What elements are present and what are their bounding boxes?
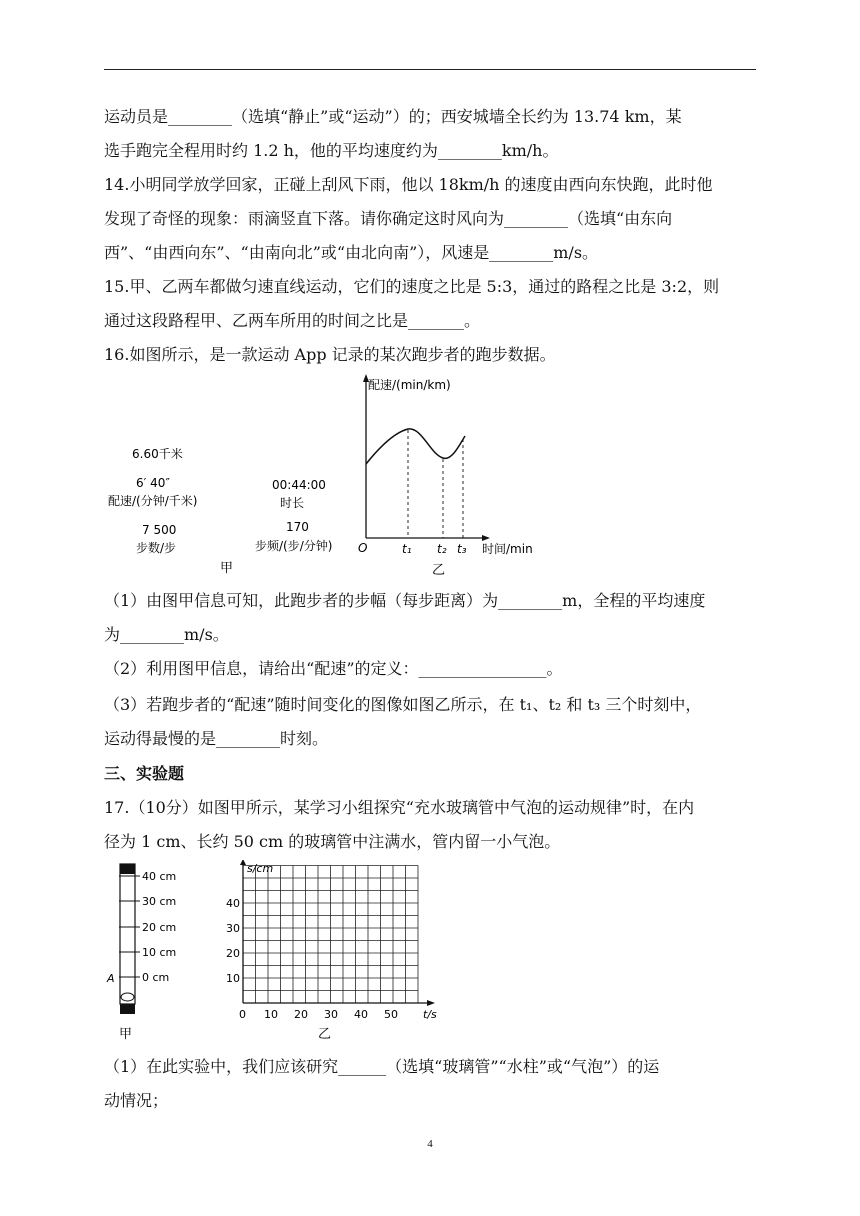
x-axis-label: 时间/min: [482, 542, 533, 556]
x-tick-label: 40: [354, 1008, 368, 1021]
section-heading: 三、实验题: [104, 764, 185, 783]
figure-16-yi: [358, 374, 533, 578]
distance-value: 6.60千米: [132, 447, 183, 461]
pace-label: 配速/(分钟/千米): [108, 494, 198, 508]
x-axis-arrow: [427, 1000, 435, 1006]
tube-mark: 20 cm: [142, 921, 177, 934]
text-line: 选手跑完全程用时约 1.2 h，他的平均速度约为________km/h。: [104, 141, 559, 160]
y-tick-label: 30: [226, 922, 240, 935]
tube-mark: 0 cm: [142, 971, 170, 984]
origin-label: O: [358, 541, 368, 555]
duration-value: 00:44:00: [272, 478, 326, 492]
figure-label-jia: 甲: [220, 561, 234, 576]
t3-label: t₃: [457, 542, 467, 556]
figure-label-yi: 乙: [432, 563, 446, 578]
question-16-part-3: （3）若跑步者的“配速”随时间变化的图像如图乙所示，在 t₁、t₂ 和 t₃ 三个时刻中，: [104, 695, 702, 714]
question-17: 17.（10分）如图甲所示，某学习小组探究“充水玻璃管中气泡的运动规律”时，在内: [104, 798, 695, 817]
figure-label-yi: 乙: [318, 1027, 332, 1042]
question-15: 15.甲、乙两车都做匀速直线运动，它们的速度之比是 5:3，通过的路程之比是 3:2，则: [104, 277, 720, 296]
text-line: 发现了奇怪的现象：雨滴竖直下落。请你确定这时风向为________（选填“由东向: [104, 209, 673, 228]
text-line: 运动得最慢的是________时刻。: [104, 729, 329, 748]
duration-label: 时长: [280, 496, 305, 510]
figure-label-jia: 甲: [119, 1027, 133, 1042]
y-tick-label: 10: [226, 972, 240, 985]
text-line: 径为 1 cm、长约 50 cm 的玻璃管中注满水，管内留一小气泡。: [104, 832, 561, 851]
tube-top-stopper: [120, 864, 135, 874]
pace-value: 6′ 40″: [136, 476, 170, 490]
cadence-value: 170: [286, 520, 309, 534]
question-16: 16.如图所示，是一款运动 App 记录的某次跑步者的跑步数据。: [104, 345, 556, 364]
page-number: 4: [427, 1138, 433, 1150]
x-tick-label: 10: [264, 1008, 278, 1021]
figure-17-jia: [106, 864, 176, 1042]
tube-mark: 30 cm: [142, 895, 177, 908]
text-line: 通过这段路程甲、乙两车所用的时间之比是_______。: [104, 311, 481, 330]
t1-label: t₁: [402, 542, 412, 556]
text-line: 动情况；: [104, 1091, 169, 1110]
x-tick-label: 0: [239, 1008, 246, 1021]
t2-label: t₂: [437, 542, 447, 556]
question-16-part-1: （1）由图甲信息可知，此跑步者的步幅（每步距离）为________m，全程的平均速度: [104, 591, 706, 610]
question-17-part-1: （1）在此实验中，我们应该研究______（选填“玻璃管”“水柱”或“气泡”）的运: [104, 1057, 660, 1076]
question-14: 14.小明同学放学回家，正碰上刮风下雨，他以 18km/h 的速度由西向东快跑，此时他: [104, 175, 713, 194]
y-axis-label: 配速/(min/km): [368, 378, 451, 392]
x-axis-label: t/s: [423, 1008, 437, 1021]
x-axis-arrow: [482, 535, 490, 541]
text-line: 西”、“由西向东”、“由南向北”或“由北向南”），风速是________m/s。: [104, 243, 599, 262]
s-t-grid: [243, 866, 418, 1004]
y-tick-label: 20: [226, 947, 240, 960]
y-axis-arrow: [240, 860, 246, 865]
steps-label: 步数/步: [136, 541, 177, 555]
x-tick-label: 50: [384, 1008, 398, 1021]
pace-curve: [366, 429, 465, 464]
y-tick-label: 40: [226, 897, 240, 910]
x-tick-label: 20: [294, 1008, 308, 1021]
glass-tube: [120, 864, 135, 1004]
tube-mark: 40 cm: [142, 870, 177, 883]
y-axis-label: s/cm: [247, 862, 274, 875]
tube-bottom-stopper: [120, 1004, 135, 1014]
figure-17-yi: [226, 860, 437, 1042]
air-bubble: [121, 993, 134, 1001]
cadence-label: 步频/(步/分钟): [255, 539, 333, 553]
steps-value: 7 500: [142, 523, 177, 537]
text-line: 为________m/s。: [104, 625, 229, 644]
figure-16: [100, 372, 560, 584]
figure-16-jia: [108, 446, 332, 576]
figure-17: [100, 860, 460, 1046]
tube-mark: 10 cm: [142, 946, 177, 959]
header-rule: [104, 69, 756, 70]
text-line: 运动员是________（选填“静止”或“运动”）的；西安城墙全长约为 13.74 km，某: [104, 107, 682, 126]
point-a-label: A: [107, 972, 115, 985]
question-16-part-2: （2）利用图甲信息，请给出“配速”的定义：________________。: [104, 659, 563, 678]
x-tick-label: 30: [324, 1008, 338, 1021]
